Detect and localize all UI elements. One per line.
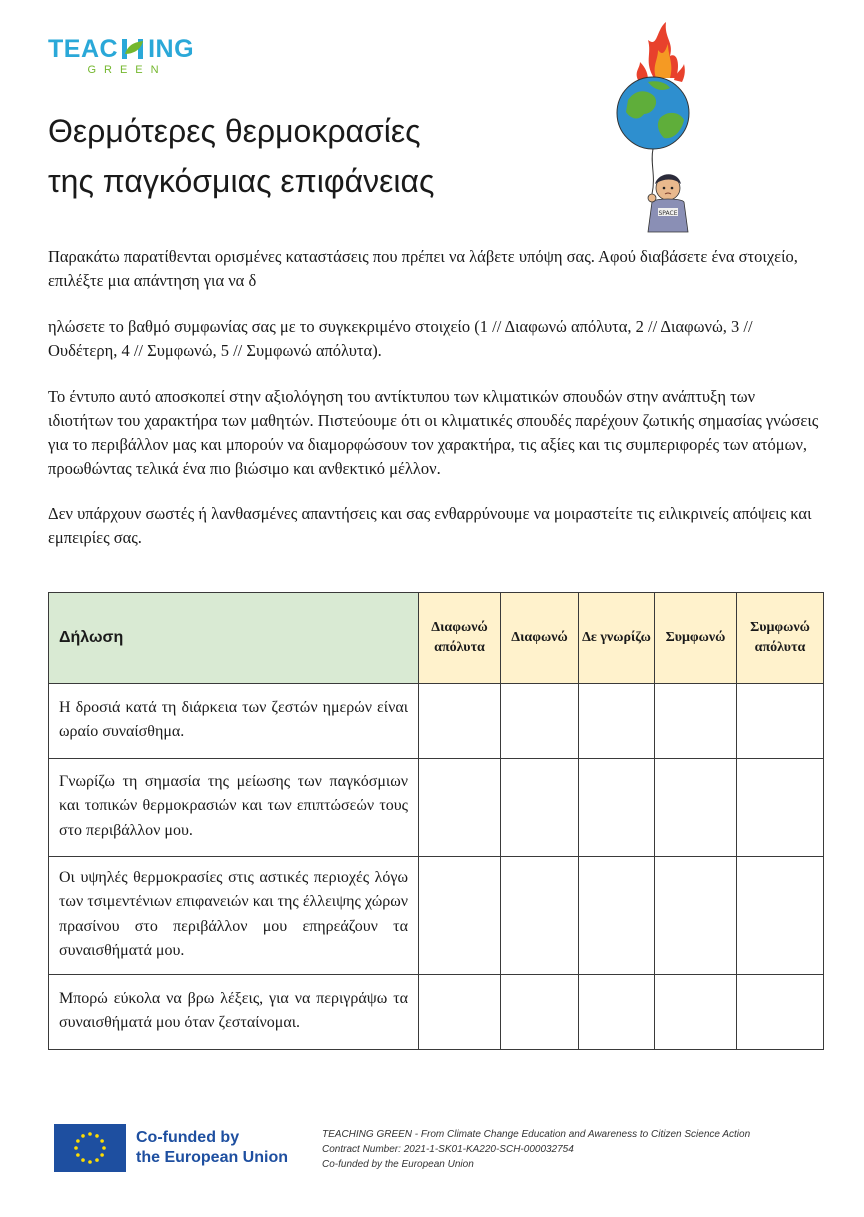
- intro-paragraph-2: ηλώσετε το βαθμό συμφωνίας σας με το συγκεκριμένο στοιχείο (1 // Διαφωνώ απόλυτα, 2 // Διαφωνώ, 3 // Ουδέτερη, 4 // Συμφωνώ, 5 // Συμφωνώ απόλυτα).: [48, 317, 753, 360]
- page-title: [48, 106, 434, 206]
- agreement-survey-table: [48, 592, 824, 1050]
- answer-cell-dont-know[interactable]: [579, 975, 655, 1050]
- logo-subtitle: GREEN: [87, 64, 167, 76]
- table-row: [49, 857, 824, 975]
- burning-earth-balloon-illustration: [608, 18, 708, 233]
- answer-cell-disagree[interactable]: [501, 857, 579, 975]
- answer-cell-disagree[interactable]: [501, 975, 579, 1050]
- table-row: [49, 684, 824, 759]
- statement-cell: Η δροσιά κατά τη διάρκεια των ζεστών ημερών είναι ωραίο συναίσθημα.: [49, 684, 419, 759]
- option-header-dont-know: Δε γνωρίζω: [579, 593, 655, 684]
- statement-cell: Γνωρίζω τη σημασία της μείωσης των παγκόσμιων και τοπικών θερμοκρασιών και των επιπτώσεών τους στο περιβάλλον μου.: [49, 759, 419, 857]
- answer-cell-strongly-disagree[interactable]: [419, 684, 501, 759]
- answer-cell-disagree[interactable]: [501, 759, 579, 857]
- intro-paragraph-4: Δεν υπάρχουν σωστές ή λανθασμένες απαντήσεις και σας ενθαρρύνουμε να μοιραστείτε τις ειλικρινείς απόψεις και εμπειρίες σας.: [48, 504, 812, 547]
- answer-cell-strongly-agree[interactable]: [737, 975, 824, 1050]
- shirt-text: SPACE: [658, 210, 678, 217]
- answer-cell-dont-know[interactable]: [579, 857, 655, 975]
- logo-text-teac: TEAC: [48, 35, 119, 63]
- answer-cell-disagree[interactable]: [501, 684, 579, 759]
- table-row: [49, 975, 824, 1050]
- answer-cell-agree[interactable]: [655, 684, 737, 759]
- project-info: [322, 1127, 750, 1172]
- eu-flag-icon: [54, 1124, 126, 1172]
- intro-paragraph-1: Παρακάτω παρατίθενται ορισμένες καταστάσεις που πρέπει να λάβετε υπόψη σας. Αφού διαβάσετε ένα στοιχείο, επιλέξτε μια απάντηση για να δ: [48, 247, 798, 290]
- table-header-row: [49, 593, 824, 684]
- logo-text-ing: ING: [148, 35, 195, 63]
- project-info-line-1: TEACHING GREEN - From Climate Change Education and Awareness to Citizen Science Action: [322, 1129, 751, 1140]
- statement-cell: Μπορώ εύκολα να βρω λέξεις, για να περιγράψω τα συναισθήματά μου όταν ζεσταίνομαι.: [49, 975, 419, 1050]
- intro-paragraph-3: Το έντυπο αυτό αποσκοπεί στην αξιολόγηση του αντίκτυπου των κλιματικών σπουδών στην ανάπτυξη των ιδιοτήτων του χαρακτήρα των μαθητών. Πιστεύουμε ότι οι κλιματικές σπουδές παρέχουν ζωτικής σημασίας γνώσεις για το περιβάλλον μας και μπορούν να διαμορφώσουν τον χαρακτήρα, τις αξίες και τις συμπεριφορές των ατόμων, προωθώντας τελικά ένα πιο βιώσιμο και ανθεκτικό μέλλον.: [48, 387, 819, 478]
- eu-cofunded-badge: [54, 1124, 288, 1172]
- project-info-line-2: Contract Number: 2021-1-SK01-KA220-SCH-000032754: [322, 1144, 574, 1155]
- answer-cell-strongly-disagree[interactable]: [419, 759, 501, 857]
- teaching-green-logo: [48, 36, 218, 76]
- leaf-h-icon: [119, 38, 147, 60]
- eu-cofunded-text: [136, 1128, 288, 1168]
- title-line-2: της παγκόσμιας επιφάνειας: [48, 163, 435, 199]
- eu-text-line-2: the European Union: [136, 1149, 288, 1166]
- answer-cell-strongly-disagree[interactable]: [419, 975, 501, 1050]
- project-info-line-3: Co-funded by the European Union: [322, 1159, 474, 1170]
- statement-column-header: Δήλωση: [49, 593, 419, 684]
- answer-cell-strongly-disagree[interactable]: [419, 857, 501, 975]
- option-header-disagree: Διαφωνώ: [501, 593, 579, 684]
- option-header-agree: Συμφωνώ: [655, 593, 737, 684]
- answer-cell-agree[interactable]: [655, 759, 737, 857]
- answer-cell-strongly-agree[interactable]: [737, 759, 824, 857]
- answer-cell-agree[interactable]: [655, 857, 737, 975]
- eu-text-line-1: Co-funded by: [136, 1129, 240, 1146]
- table-row: [49, 759, 824, 857]
- option-header-strongly-agree: Συμφωνώ απόλυτα: [737, 593, 824, 684]
- answer-cell-dont-know[interactable]: [579, 759, 655, 857]
- answer-cell-dont-know[interactable]: [579, 684, 655, 759]
- logo-wordmark: [48, 36, 218, 62]
- option-header-strongly-disagree: Διαφωνώ απόλυτα: [419, 593, 501, 684]
- title-line-1: Θερμότερες θερμοκρασίες: [48, 113, 421, 149]
- answer-cell-agree[interactable]: [655, 975, 737, 1050]
- answer-cell-strongly-agree[interactable]: [737, 857, 824, 975]
- answer-cell-strongly-agree[interactable]: [737, 684, 824, 759]
- statement-cell: Οι υψηλές θερμοκρασίες στις αστικές περιοχές λόγω των τσιμεντένιων επιφανειών και της έλλειψης χώρων πρασίνου στο περιβάλλον μου επηρεάζουν τα συναισθήματά μου.: [49, 857, 419, 975]
